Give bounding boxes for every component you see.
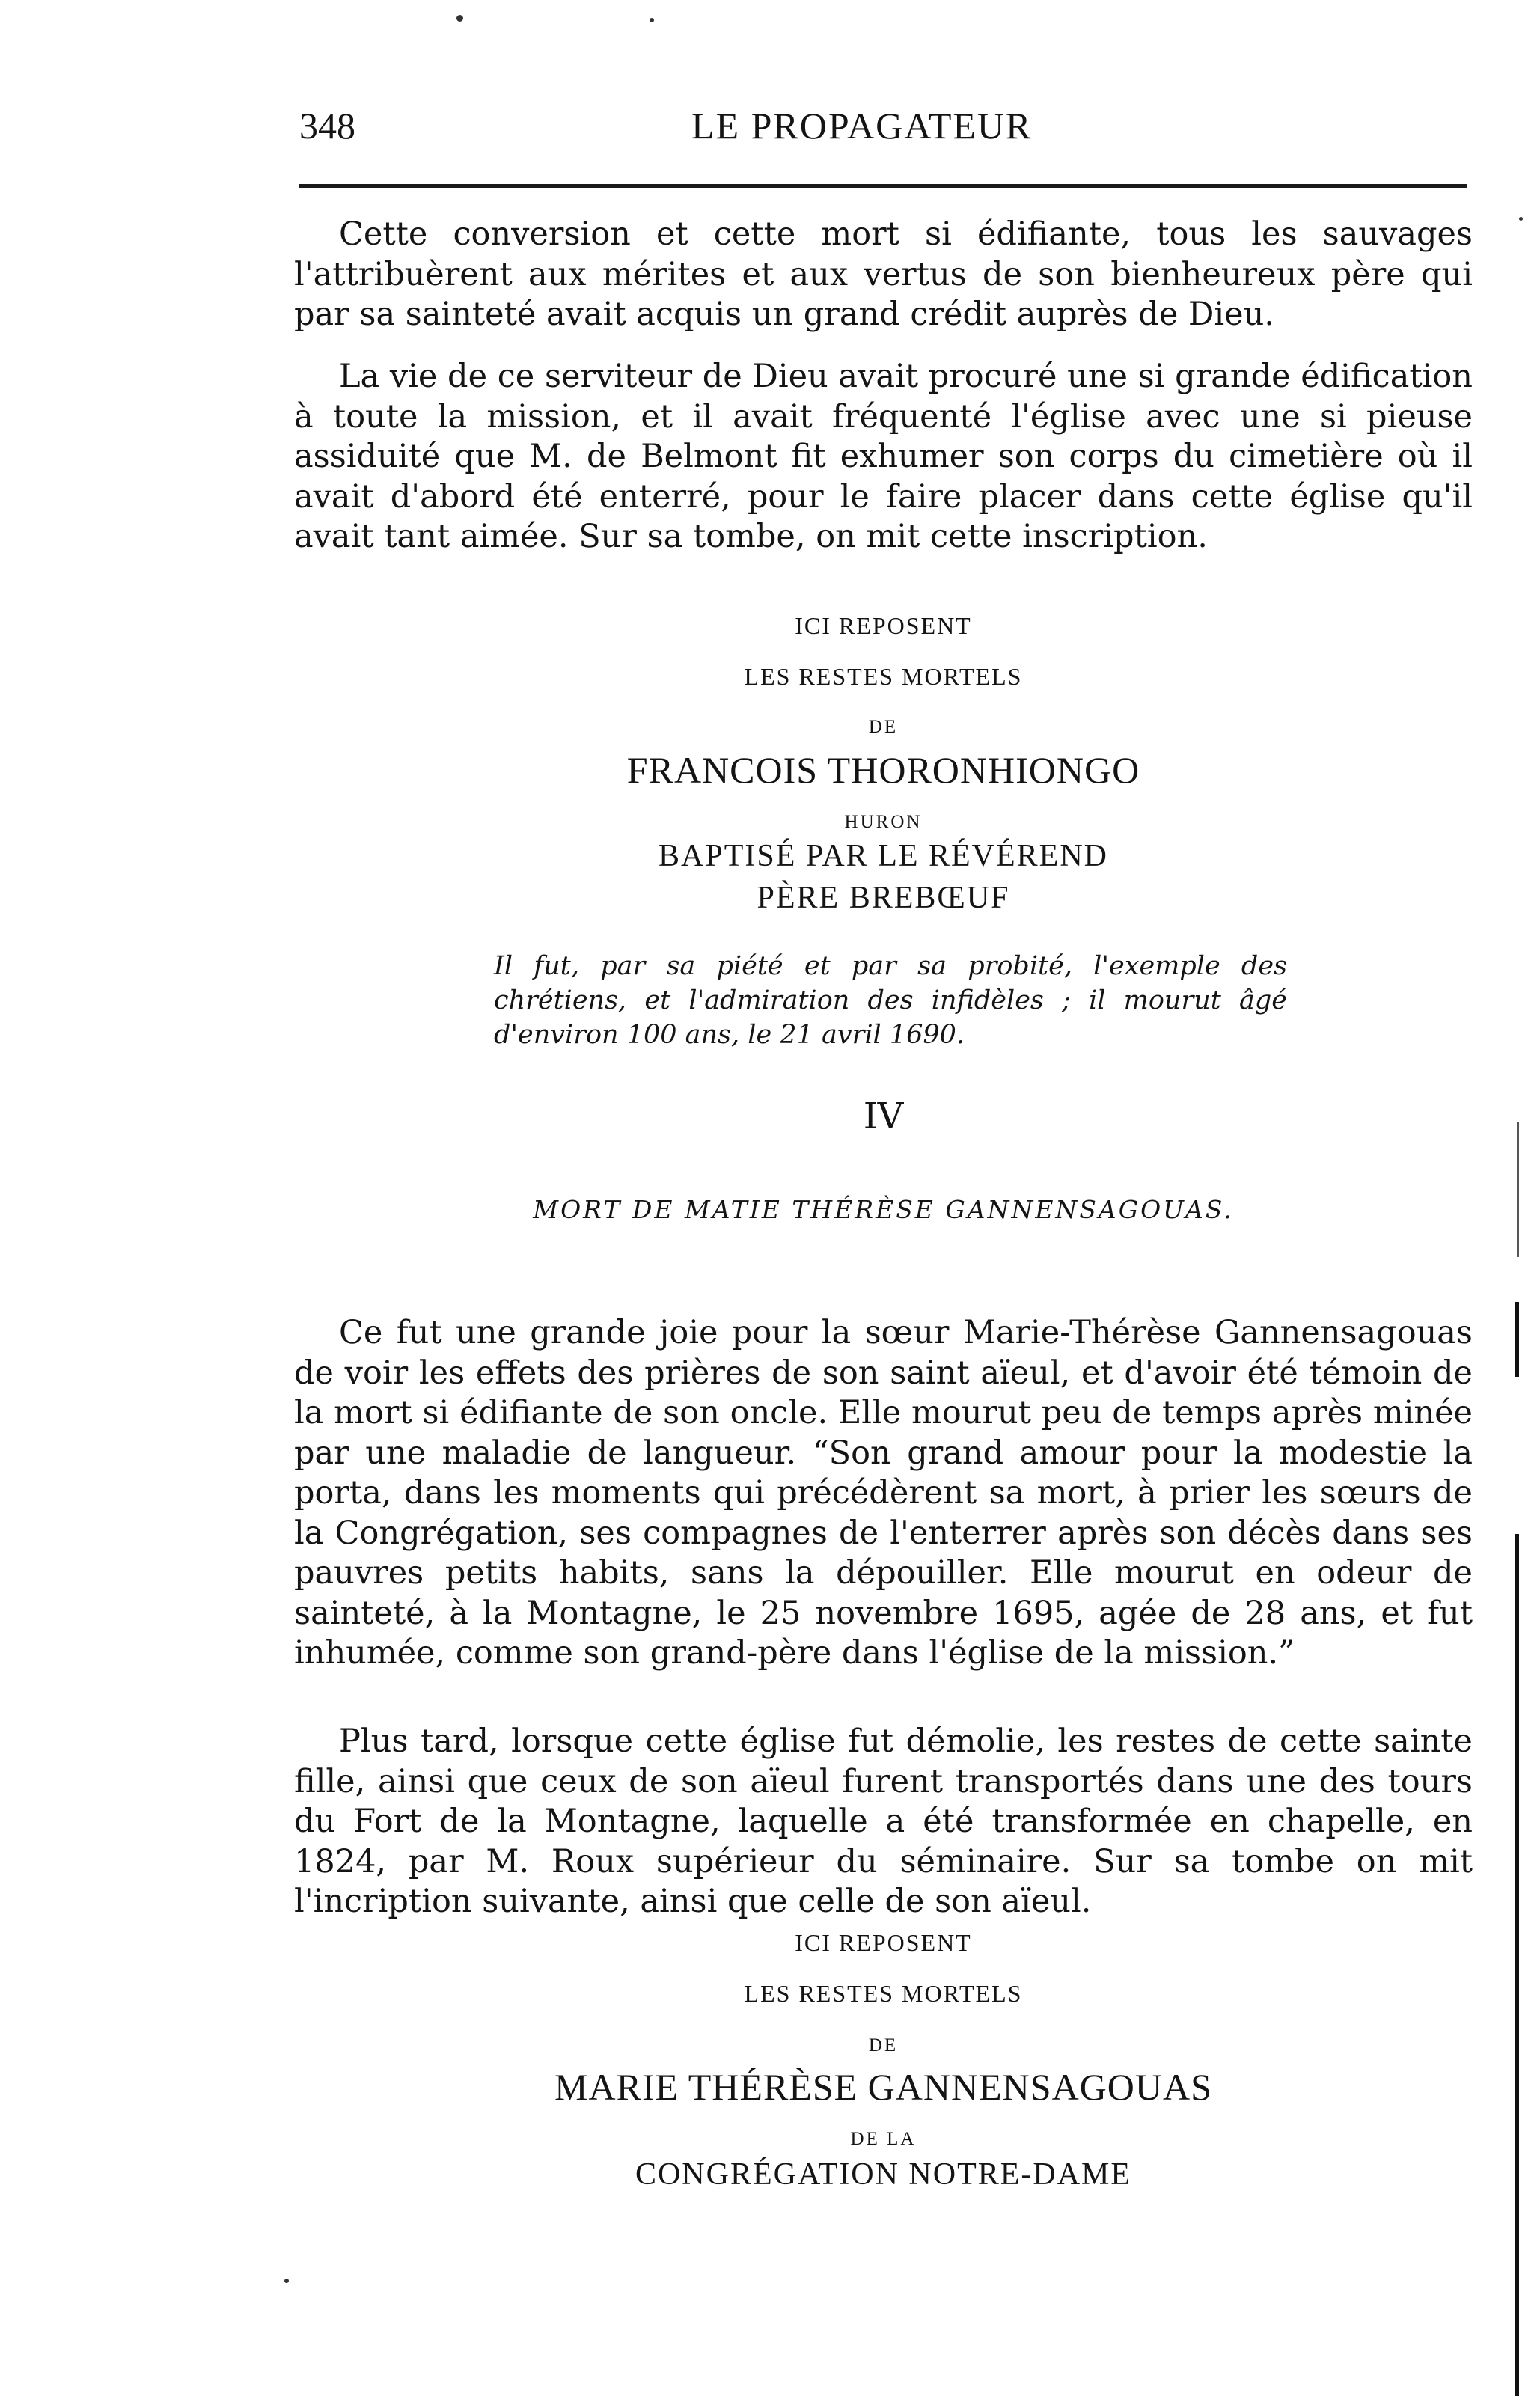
epitaph-line-huron: HURON xyxy=(844,812,923,832)
paragraph-conversion: Cette conversion et cette mort si édifiante, tous les sauvages l'attribuèrent aux mérites et aux vertus de son bienheureux père qui par sa sainteté avait acquis un grand crédit auprès de Dieu. xyxy=(294,216,1473,333)
epitaph-line-de-la: DE LA xyxy=(850,2129,917,2149)
scan-edge-mark xyxy=(1515,1302,1519,1377)
scan-edge-mark xyxy=(1517,1122,1519,1257)
page-header xyxy=(299,96,1467,156)
running-title: LE PROPAGATEUR xyxy=(691,105,1033,147)
epitaph-line-brebeuf: PÈRE BREBŒUF xyxy=(757,881,1010,915)
page-number: 348 xyxy=(299,105,355,147)
epitaph-line-reposent: ICI REPOSENT xyxy=(795,1929,972,1956)
epitaph-line-baptise: BAPTISÉ PAR LE RÉVÉREND xyxy=(658,839,1108,873)
section-number: IV xyxy=(863,1095,904,1137)
paragraph-marie-therese: Ce fut une grande joie pour la sœur Marie-Thérèse Gannensagouas de voir les effets des prières de son saint aïeul, et d'avoir été témoin de la mort si édifiante de son oncle. Elle mourut peu de temps après minée par une maladie de langueur. “Son grand amour pour la modestie la porta, dans les moments qui précédèrent sa mort, à prier les sœurs de la Congrégation, ses compagnes de l'enterrer après son décès dans ses pauvres petits habits, sans la dépouiller. Elle mourut en odeur de sainteté, à la Montagne, le 25 novembre 1695, agée de 28 ans, et fut inhumée, comme son grand-père dans l'église de la mission.” xyxy=(294,1314,1473,1672)
paragraph-later: Plus tard, lorsque cette église fut démolie, les restes de cette sainte fille, ainsi que ceux de son aïeul furent transportés dans une des tours du Fort de la Montagne, laquelle a été transformée en chapelle, en 1824, par M. Roux supérieur du séminaire. Sur sa tombe on mit l'incription suivante, ainsi que celle de son aïeul. xyxy=(294,1723,1473,1920)
scan-edge-mark xyxy=(1515,1534,1519,2396)
header-rule xyxy=(299,184,1467,188)
scan-speck xyxy=(650,18,654,22)
epitaph-line-reposent: ICI REPOSENT xyxy=(795,612,972,639)
epitaph-line-de: DE xyxy=(868,717,899,737)
scan-speck xyxy=(1519,217,1523,221)
epitaph-line-de: DE xyxy=(868,2035,899,2056)
epitaph-line-restes: LES RESTES MORTELS xyxy=(744,663,1023,690)
scan-speck xyxy=(456,15,463,22)
epitaph-line-name: MARIE THÉRÈSE GANNENSAGOUAS xyxy=(554,2066,1212,2108)
epitaph-line-name: FRANCOIS THORONHIONGO xyxy=(626,749,1140,791)
scan-speck xyxy=(284,2279,289,2283)
epitaph-note: Il fut, par sa piété et par sa probité, l'exemple des chrétiens, et l'admiration des infidèles ; il mourut âgé d'environ 100 ans, le 21 avril 1690. xyxy=(494,951,1287,1050)
section-title: MORT DE MATIE THÉRÈSE GANNENSAGOUAS. xyxy=(533,1195,1234,1224)
epitaph-line-congregation: CONGRÉGATION NOTRE-DAME xyxy=(635,2157,1132,2192)
epitaph-line-restes: LES RESTES MORTELS xyxy=(744,1980,1023,2007)
paragraph-edification: La vie de ce serviteur de Dieu avait procuré une si grande édification à toute la mission, et il avait fréquenté l'église avec une si pieuse assiduité que M. de Belmont fit exhumer son corps du cimetière où il avait d'abord été enterré, pour le faire placer dans cette église qu'il avait tant aimée. Sur sa tombe, on mit cette inscription. xyxy=(294,358,1473,555)
